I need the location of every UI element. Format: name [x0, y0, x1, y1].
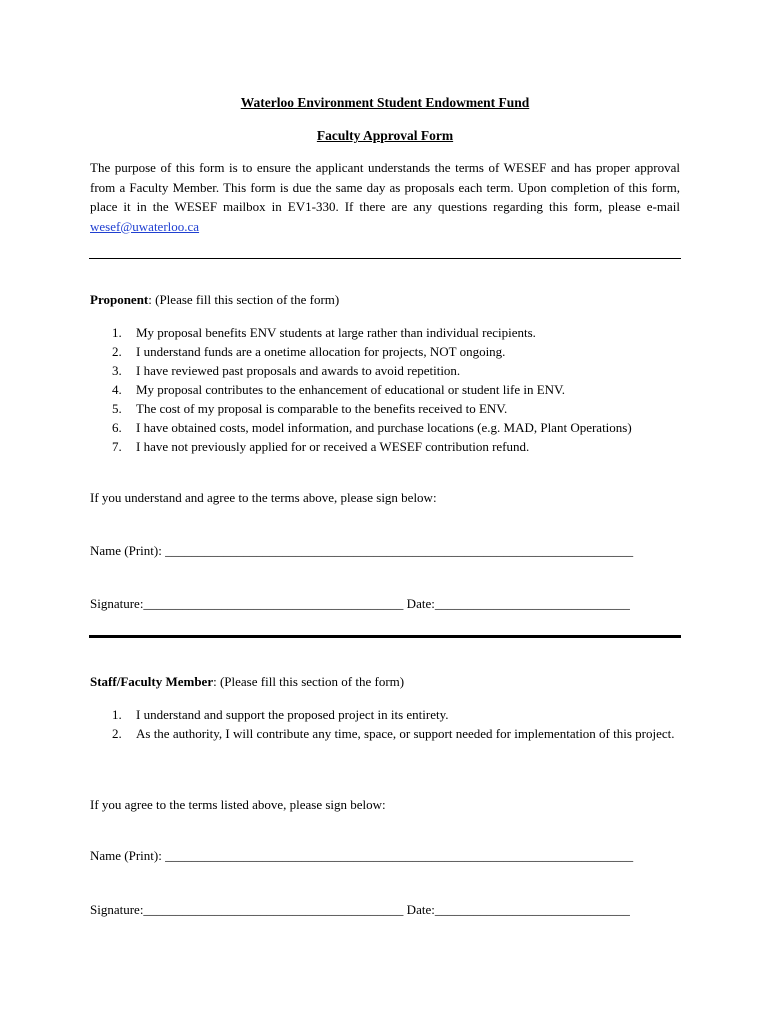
list-item-text: The cost of my proposal is comparable to the benefits received to ENV. — [136, 401, 508, 416]
document-title: Waterloo Environment Student Endowment Fund — [240, 95, 530, 110]
list-item-number: 3. — [112, 363, 122, 378]
faculty-terms-list — [90, 705, 680, 743]
intro-text: The purpose of this form is to ensure the applicant understands the terms of WESEF and has proper approval from a Faculty Member. This form is due the same day as proposals each term. Upon completion of this form, place it in the WESEF mailbox in EV1-330. If there are any questions regarding this form, please e-mail — [90, 160, 680, 214]
divider-line — [89, 258, 681, 259]
proponent-terms-list — [90, 323, 680, 456]
list-item-text: My proposal contributes to the enhancement of educational or student life in ENV. — [136, 382, 566, 397]
list-item-number: 1. — [112, 707, 122, 722]
list-item-number: 7. — [112, 439, 122, 454]
proponent-name-field[interactable]: Name (Print): ________________________________________________________________________ — [90, 543, 634, 558]
faculty-signature-date-field[interactable]: Signature:________________________________________ Date:______________________________ — [90, 902, 630, 917]
list-item-text: I have not previously applied for or received a WESEF contribution refund. — [136, 439, 530, 454]
list-item-number: 6. — [112, 420, 122, 435]
proponent-agree-text: If you understand and agree to the terms above, please sign below: — [90, 490, 437, 505]
list-item-number: 2. — [112, 344, 122, 359]
list-item-text: I have obtained costs, model information, and purchase locations (e.g. MAD, Plant Operations) — [136, 420, 632, 435]
form-title: Faculty Approval Form — [316, 128, 454, 143]
list-item-text: I have reviewed past proposals and awards to avoid repetition. — [136, 363, 461, 378]
list-item-number: 1. — [112, 325, 122, 340]
list-item-number: 5. — [112, 401, 122, 416]
list-item — [90, 724, 680, 743]
list-item — [90, 418, 680, 437]
faculty-agree-text: If you agree to the terms listed above, please sign below: — [90, 797, 386, 812]
email-link[interactable]: wesef@uwaterloo.ca — [90, 218, 200, 234]
list-item-text: As the authority, I will contribute any time, space, or support needed for implementation of this project. — [136, 726, 675, 741]
list-item — [90, 361, 680, 380]
proponent-signature-date-field[interactable]: Signature:________________________________________ Date:______________________________ — [90, 596, 630, 611]
faculty-name-field[interactable]: Name (Print): ________________________________________________________________________ — [90, 848, 634, 863]
list-item — [90, 437, 680, 456]
faculty-heading: Staff/Faculty Member — [90, 674, 214, 689]
faculty-section-heading — [90, 674, 404, 690]
list-item-number: 4. — [112, 382, 122, 397]
section-divider — [89, 635, 681, 638]
list-item-text: I understand funds are a onetime allocation for projects, NOT ongoing. — [136, 344, 506, 359]
list-item — [90, 399, 680, 418]
list-item-text: My proposal benefits ENV students at large rather than individual recipients. — [136, 325, 536, 340]
intro-paragraph — [90, 158, 680, 236]
list-item — [90, 705, 680, 724]
list-item-text: I understand and support the proposed project in its entirety. — [136, 707, 449, 722]
faculty-heading-note: : (Please fill this section of the form) — [213, 674, 405, 689]
proponent-heading-note: : (Please fill this section of the form) — [148, 292, 340, 307]
proponent-section-heading — [90, 292, 339, 308]
list-item — [90, 323, 680, 342]
list-item — [90, 342, 680, 361]
list-item-number: 2. — [112, 726, 122, 741]
proponent-heading: Proponent — [90, 292, 149, 307]
list-item — [90, 380, 680, 399]
